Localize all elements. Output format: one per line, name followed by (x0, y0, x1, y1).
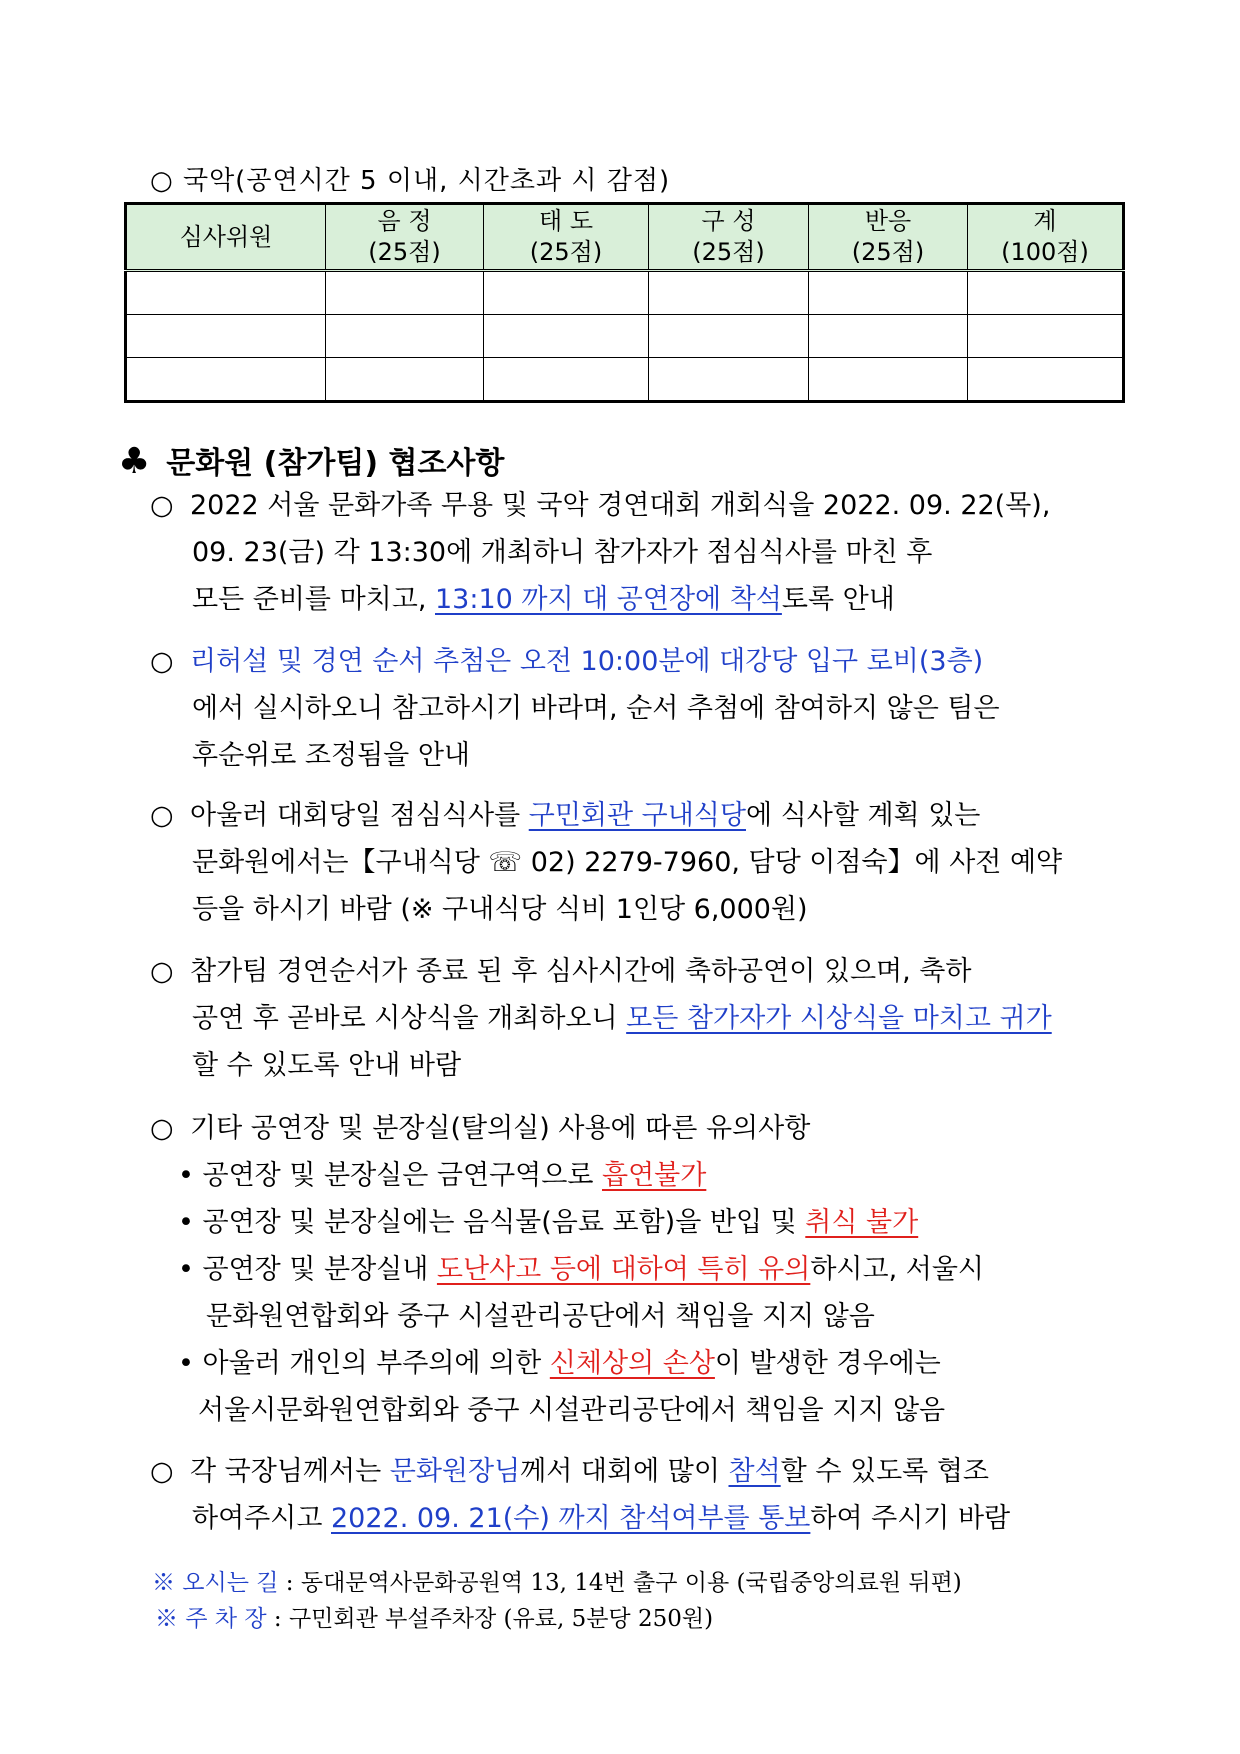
circle-bullet-icon: ○ (150, 1456, 174, 1487)
notice-paragraph-3: ○ 아울러 대회당일 점심식사를 구민회관 구내식당에 식사할 계획 있는 문화원에서는【구내식당 ☏ 02) 2279-7960, 담당 이점숙】에 사전 예약 등을 하시기 바람 (※ 구내식당 식비 1인당 6,000원) (150, 792, 1062, 933)
header-response: 반응 (25점) (809, 204, 968, 271)
table-cell (126, 271, 326, 315)
notice-paragraph-6: ○ 각 국장님께서는 문화원장님께서 대회에 많이 참석할 수 있도록 협조 하여주시고 2022. 09. 21(수) 까지 참석여부를 통보하여 주시기 바람 (150, 1448, 1010, 1542)
parking-label: ※ 주 차 장 (155, 1606, 267, 1632)
header-pitch: 음 정 (25점) (326, 204, 484, 271)
draw-schedule: 리허설 및 경연 순서 추첨은 오전 10:00분에 대강당 입구 로비(3층) (190, 646, 984, 677)
cafeteria-link: 구민회관 구내식당 (528, 800, 746, 831)
rsvp-deadline: 2022. 09. 21(수) 까지 참석여부를 통보 (331, 1503, 811, 1534)
cooperation-heading (118, 438, 504, 482)
attendance-word: 참석 (728, 1456, 781, 1487)
header-composition: 구 성 (25점) (649, 204, 809, 271)
parking-text: : 구민회관 부설주차장 (유료, 5분당 250원) (266, 1606, 714, 1632)
director-mention: 문화원장님 (389, 1456, 521, 1487)
theft-warning: 도난사고 등에 대하여 특히 유의 (436, 1254, 811, 1285)
table-cell (809, 315, 968, 358)
table-cell (126, 315, 326, 358)
no-smoking: 흡연불가 (602, 1160, 707, 1191)
circle-bullet-icon: ○ (150, 646, 174, 677)
table-cell (968, 271, 1124, 315)
table-cell (968, 358, 1124, 402)
header-total: 계 (100점) (968, 204, 1124, 271)
table-cell (326, 315, 484, 358)
table-row (126, 358, 1124, 402)
directions-note (152, 1564, 962, 1597)
table-cell (649, 358, 809, 402)
circle-bullet-icon: ○ (150, 800, 174, 831)
score-table-header-row (126, 204, 1124, 271)
notice-paragraph-5: ○ 기타 공연장 및 분장실(탈의실) 사용에 따른 유의사항 • 공연장 및 분장실은 금연구역으로 흡연불가 • 공연장 및 분장실에는 음식물(음료 포함)을 반입 및 취식 불가 • 공연장 및 분장실내 도난사고 등에 대하여 특히 유의하시고, 서울시 문화원연합회와 중구 시설관리공단에서 책임을 지지 않음 • 아울러 개인의 부주의에 의한 신체상의 손상이 발생한 경우에는 서울시문화원연합회와 중구 시설관리공단에서 책임을 지지 않음 (150, 1105, 984, 1434)
header-judge: 심사위원 (126, 204, 326, 271)
cooperation-heading-text: 문화원 (참가팀) 협조사항 (166, 446, 505, 481)
parking-note (155, 1600, 713, 1633)
score-table (124, 202, 1125, 403)
header-attitude: 태 도 (25점) (484, 204, 649, 271)
table-cell (649, 315, 809, 358)
table-cell (484, 315, 649, 358)
table-cell (649, 271, 809, 315)
no-eating: 취식 불가 (805, 1207, 919, 1238)
seating-deadline: 13:10 까지 대 공연장에 착석 (435, 584, 782, 615)
table-row (126, 271, 1124, 315)
table-cell (326, 358, 484, 402)
notice-paragraph-1: ○ 2022 서울 문화가족 무용 및 국악 경연대회 개회식을 2022. 09. 22(목), 09. 23(금) 각 13:30에 개최하니 참가자가 점심식사를 마친 후 모든 준비를 마치고, 13:10 까지 대 공연장에 착석토록 안내 (150, 482, 1050, 623)
club-icon: ♣ (118, 441, 151, 482)
circle-bullet-icon: ○ (150, 1113, 174, 1144)
table-cell (326, 271, 484, 315)
ceremony-note: 모든 참가자가 시상식을 마치고 귀가 (626, 1003, 1052, 1034)
notice-paragraph-4: ○ 참가팀 경연순서가 종료 된 후 심사시간에 축하공연이 있으며, 축하 공연 후 곧바로 시상식을 개최하오니 모든 참가자가 시상식을 마치고 귀가 할 수 있도록 안내 바람 (150, 948, 1052, 1089)
table-cell (809, 358, 968, 402)
directions-text: : 동대문역사문화공원역 13, 14번 출구 이용 (국립중앙의료원 뒤편) (278, 1570, 962, 1596)
injury-warning: 신체상의 손상 (549, 1348, 715, 1379)
table-row (126, 315, 1124, 358)
circle-bullet-icon: ○ (150, 956, 174, 987)
table-cell (484, 358, 649, 402)
circle-bullet-icon: ○ (150, 490, 174, 521)
table-cell (809, 271, 968, 315)
gugak-section-title: ○ 국악(공연시간 5 이내, 시간초과 시 감점) (150, 166, 671, 196)
table-cell (126, 358, 326, 402)
table-cell (484, 271, 649, 315)
directions-label: ※ 오시는 길 (152, 1570, 279, 1596)
table-cell (968, 315, 1124, 358)
notice-paragraph-2: ○ 리허설 및 경연 순서 추첨은 오전 10:00분에 대강당 입구 로비(3층) 에서 실시하오니 참고하시기 바라며, 순서 추첨에 참여하지 않은 팀은 후순위로 조정됨을 안내 (150, 638, 1000, 779)
